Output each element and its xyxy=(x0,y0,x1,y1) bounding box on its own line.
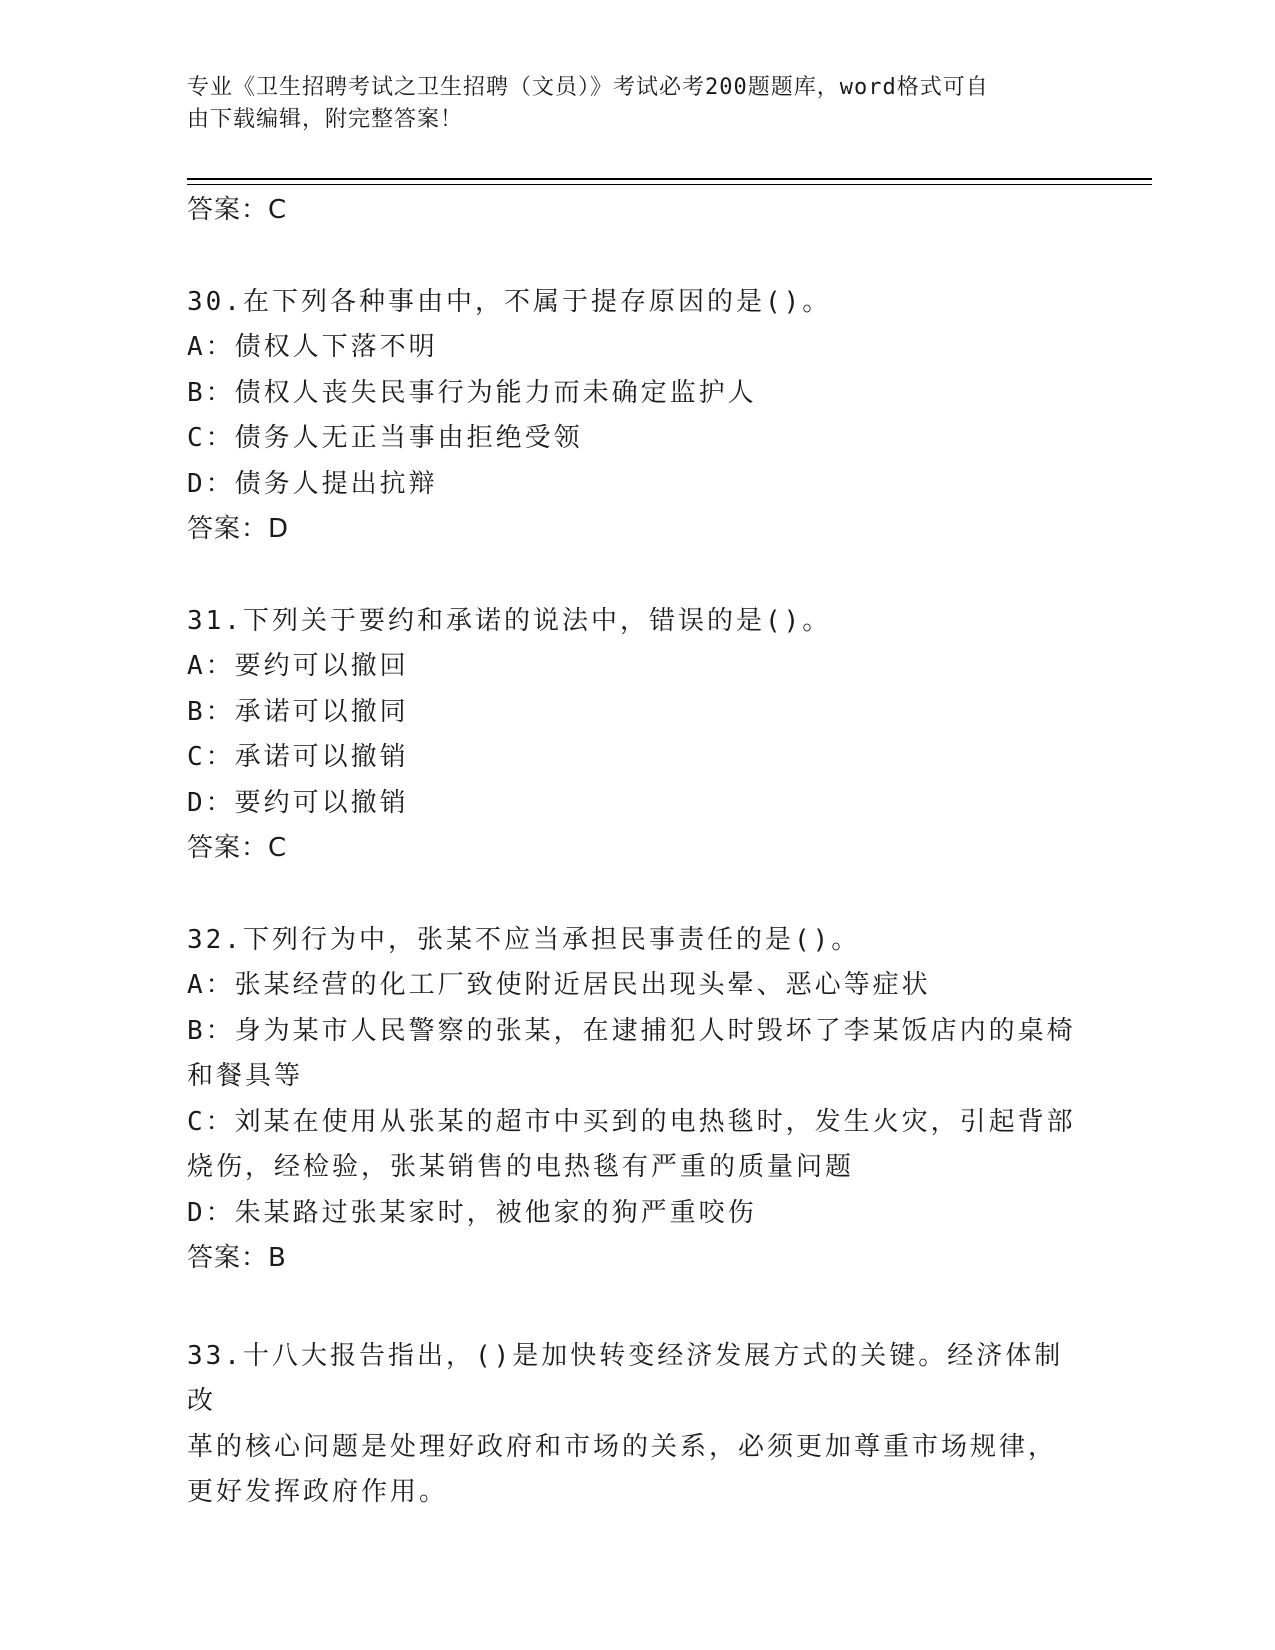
question-30 xyxy=(187,280,1087,553)
question-stem: 31.下列关于要约和承诺的说法中，错误的是()。 xyxy=(187,605,832,636)
option-b: B：债权人丧失民事行为能力而未确定监护人 xyxy=(187,377,757,408)
question-stem: 33.十八大报告指出，()是加快转变经济发展方式的关键。经济体制改 xyxy=(187,1340,1064,1416)
header-line-2: 由下载编辑，附完整答案！ xyxy=(187,107,464,132)
option-d: D：朱某路过张某家时，被他家的狗严重咬伤 xyxy=(187,1197,757,1228)
answer: 答案：B xyxy=(187,1243,287,1273)
header-line-1: 专业《卫生招聘考试之卫生招聘（文员）》考试必考200题题库，word格式可自 xyxy=(187,75,989,100)
question-32 xyxy=(187,918,1087,1282)
option-b-continued: 和餐具等 xyxy=(187,1061,304,1091)
option-c: C：承诺可以撤销 xyxy=(187,742,409,772)
document-header xyxy=(187,72,1067,136)
option-c: C：刘某在使用从张某的超市中买到的电热毯时，发生火灾，引起背部 xyxy=(187,1106,1076,1137)
answer-q29: 答案：C xyxy=(187,195,288,225)
question-list xyxy=(187,188,1087,1516)
option-a: A：要约可以撤回 xyxy=(187,651,409,681)
option-d: D：债务人提出抗辩 xyxy=(187,468,438,499)
option-b: B：身为某市人民警察的张某，在逮捕犯人时毁坏了李某饭店内的桌椅 xyxy=(187,1015,1076,1046)
option-c-continued: 烧伤，经检验，张某销售的电热毯有严重的质量问题 xyxy=(187,1152,855,1182)
header-rule-thick xyxy=(187,178,1152,180)
option-a: A：张某经营的化工厂致使附近居民出现头晕、恶心等症状 xyxy=(187,970,931,1000)
question-stem-continued: 更好发挥政府作用。 xyxy=(187,1477,449,1507)
question-stem: 30.在下列各种事由中，不属于提存原因的是()。 xyxy=(187,286,832,317)
question-stem-continued: 革的核心问题是处理好政府和市场的关系，必须更加尊重市场规律， xyxy=(187,1431,1058,1462)
option-b: B：承诺可以撤同 xyxy=(187,696,409,727)
answer: 答案：C xyxy=(187,833,288,863)
option-a: A：债权人下落不明 xyxy=(187,332,438,362)
header-rule-thin xyxy=(187,184,1152,185)
question-stem: 32.下列行为中，张某不应当承担民事责任的是()。 xyxy=(187,924,861,955)
question-31 xyxy=(187,599,1087,872)
question-33 xyxy=(187,1334,1087,1516)
option-d: D：要约可以撤销 xyxy=(187,787,409,818)
option-c: C：债务人无正当事由拒绝受领 xyxy=(187,423,583,453)
answer: 答案：D xyxy=(187,514,290,544)
